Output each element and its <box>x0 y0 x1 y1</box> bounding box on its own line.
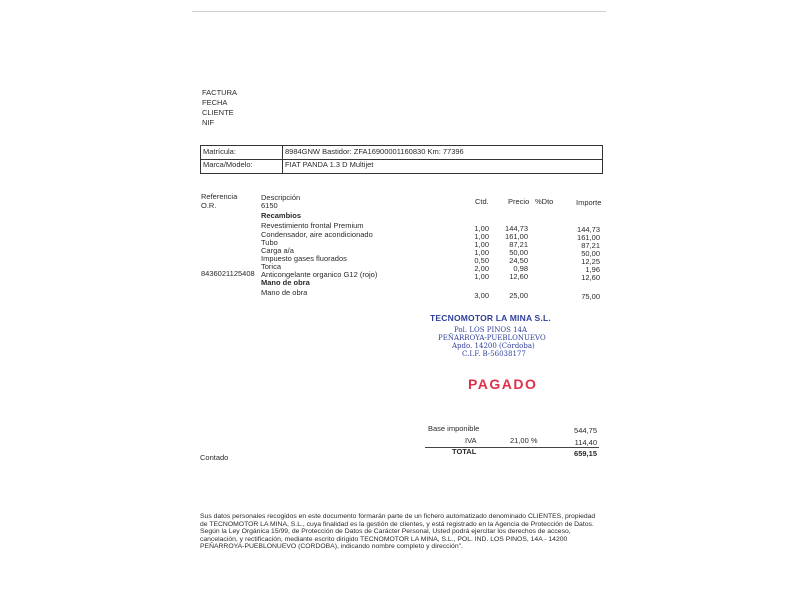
vehicle-info-box <box>200 145 603 174</box>
stamp-address-line: Apdo. 14200 (Córdoba) <box>452 341 535 350</box>
row-quantity: 1,00 <box>474 248 489 257</box>
col-header-or: O.R. <box>201 201 217 210</box>
row-price: 50,00 <box>509 248 528 257</box>
model-value: FIAT PANDA 1.3 D Multijet <box>285 160 374 169</box>
col-header-precio: Precio <box>508 197 530 206</box>
row-price: 24,50 <box>509 256 528 265</box>
row-description: Mano de obra <box>261 288 308 297</box>
vehicle-row-plate <box>201 146 602 160</box>
row-amount: 144,73 <box>577 225 600 234</box>
stamp-address-line: C.I.F. B-56038177 <box>462 349 526 358</box>
paid-stamp: PAGADO <box>468 376 538 392</box>
plate-value: 8984GNW Bastidor: ZFA16900001160830 Km: 77396 <box>285 147 464 156</box>
row-quantity: 1,00 <box>474 240 489 249</box>
row-amount: 87,21 <box>581 241 600 250</box>
row-amount: 50,00 <box>581 249 600 258</box>
payment-method: Contado <box>200 453 229 462</box>
section-mano-obra: Mano de obra <box>261 278 310 287</box>
total-value: 659,15 <box>574 449 597 458</box>
legal-line: Sus datos personales recogidos en este documento formarán parte de un fichero automatizado denominado CLIENTES, propiedad <box>200 513 596 520</box>
row-description: Impuesto gases fluorados <box>261 254 347 263</box>
col-header-cantidad: Ctd. <box>475 197 489 206</box>
row-description: Torica <box>261 262 282 271</box>
col-header-dto: %Dto <box>535 197 554 206</box>
section-recambios: Recambios <box>261 211 302 220</box>
row-price: 12,60 <box>509 272 528 281</box>
iva-label: IVA <box>465 436 477 445</box>
legal-line: cancelación, y rectificación, mediante escrito dirigido TECNOMOTOR LA MINA, S.L., POL. IND. LOS PINOS, 14A - 14200 <box>200 535 568 543</box>
row-description: Carga a/a <box>261 246 294 255</box>
row-price: 87,21 <box>509 240 528 249</box>
legal-line: de TECNOMOTOR LA MINA, S.L., cuya finalidad es la gestión de clientes, y está registrado en la Agencia de Protección de Datos. <box>200 520 594 528</box>
col-header-referencia: Referencia <box>201 192 238 201</box>
row-description: Anticongelante organico G12 (rojo) <box>261 270 378 279</box>
row-description: Revestimiento frontal Premium <box>261 221 364 230</box>
row-amount: 1,96 <box>585 265 600 274</box>
model-label: Marca/Modelo: <box>203 160 253 169</box>
legal-notice <box>200 513 605 551</box>
plate-label: Matrícula: <box>203 147 236 156</box>
row-quantity: 0,50 <box>474 256 489 265</box>
iva-rate: 21,00 % <box>510 436 538 445</box>
legal-line: PEÑARROYA-PUEBLONUEVO (CORDOBA), indicando nombre completo y dirección". <box>200 543 463 551</box>
stamp-address-line: Pol. LOS PINOS 14A <box>454 325 528 334</box>
date-label: FECHA <box>202 98 228 107</box>
row-description: Condensador, aire acondicionado <box>261 230 373 239</box>
base-label: Base imponible <box>428 424 480 433</box>
row-price: 161,00 <box>505 232 528 241</box>
row-quantity: 1,00 <box>474 272 489 281</box>
row-quantity: 1,00 <box>474 232 489 241</box>
row-amount: 75,00 <box>581 292 600 301</box>
row-price: 0,98 <box>513 264 528 273</box>
col-header-descripcion: Descripción <box>261 193 301 202</box>
legal-line: Según la Ley Orgánica 15/99, de Protección de Datos de Carácter Personal, Usted podrá ejercitar los derechos de acceso, <box>200 528 571 536</box>
total-label: TOTAL <box>452 447 477 456</box>
row-quantity: 3,00 <box>474 291 489 300</box>
row-amount: 12,25 <box>581 257 600 266</box>
row-quantity: 2,00 <box>474 264 489 273</box>
page-top-edge <box>192 11 606 12</box>
row-description: Tubo <box>261 238 278 247</box>
iva-value: 114,40 <box>574 438 597 447</box>
or-number: 6150 <box>261 201 278 210</box>
nif-label: NIF <box>202 118 215 127</box>
row-price: 25,00 <box>509 291 528 300</box>
company-stamp <box>430 314 551 358</box>
row-quantity: 1,00 <box>474 224 489 233</box>
row-amount: 12,60 <box>581 273 600 282</box>
row-amount: 161,00 <box>577 233 600 242</box>
col-header-importe: Importe <box>576 198 602 207</box>
client-label: CLIENTE <box>202 108 234 117</box>
row-reference: 8436021125408 <box>201 269 255 278</box>
stamp-address-line: PEÑARROYA-PUEBLONUEVO <box>438 333 546 342</box>
vehicle-box-divider <box>282 146 283 173</box>
base-value: 544,75 <box>574 426 597 435</box>
row-price: 144,73 <box>505 224 528 233</box>
stamp-company-name: TECNOMOTOR LA MINA S.L. <box>430 313 551 323</box>
invoice-label: FACTURA <box>202 88 238 97</box>
